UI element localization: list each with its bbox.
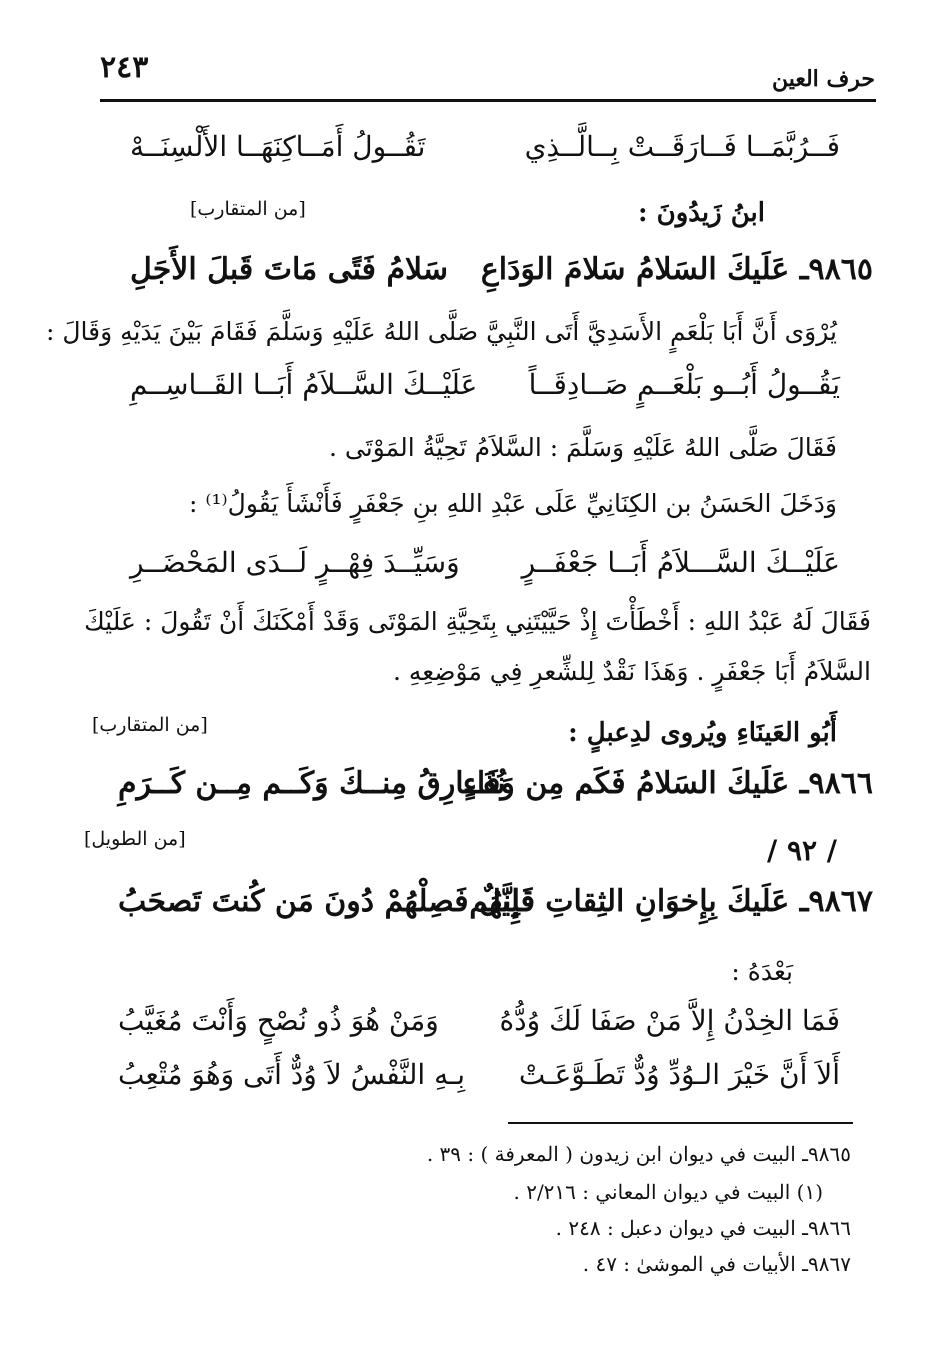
verse-hemistich-left: بِـهِ النَّفْسُ لاَ وُدٌّ أَتَى وَهُوَ مُتْعِبُ: [118, 1058, 466, 1091]
meter-label: [من المتقارب]: [92, 714, 208, 736]
prose-line: فَقَالَ لَهُ عَبْدُ اللهِ : أَخْطَأْتَ إِذْ حَيَّيْتَنِي بِتَحِيَّةِ المَوْتَى وَقَدْ أَمْكَنَكَ أَنْ تَقُولَ : عَلَيْكَ: [84, 607, 871, 636]
footnote-rule: [508, 1122, 853, 1124]
verse-line: [130, 130, 840, 170]
verse-hemistich-right: ٩٨٦٦ـ عَلَيكَ السَلامُ فَكَم مِن وَفَاءٍ: [462, 766, 873, 801]
meter-label: [من الطويل]: [84, 828, 186, 850]
manuscript-folio-ref: / ٩٢ /: [766, 834, 837, 867]
footnote: ٩٨٦٦ـ البيت في ديوان دعبل : ٢٤٨ .: [555, 1216, 851, 1240]
verse-hemistich-left: عَلَيْــكَ السَّــلاَمُ أَبَــا القَــاسِــمِ: [130, 368, 478, 401]
prose-line: السَّلاَمُ أَبَا جَعْفَرٍ . وَهَذَا نَقْدٌ لِلشِّعرِ فِي مَوْضِعِهِ .: [392, 657, 871, 686]
prose-line: فَقَالَ صَلَّى اللهُ عَلَيْهِ وَسَلَّمَ : السَّلاَمُ تَحِيَّةُ المَوْتَى .: [329, 433, 837, 462]
verse-hemistich-right: ٩٨٦٥ـ عَلَيكَ السَلامُ سَلامَ الوَدَاعِ: [480, 252, 873, 287]
footnote: ٩٨٦٥ـ البيت في ديوان ابن زيدون ( المعرفة ) : ٣٩ .: [426, 1142, 851, 1166]
verse-line: [118, 1058, 840, 1098]
verse-line: [130, 368, 840, 408]
verse-hemistich-left: قَلِيلٌ فَصِلْهُمْ دُونَ مَن كُنتَ تَصحَبُ: [118, 884, 536, 919]
verse-9865: [130, 252, 873, 296]
prose-line: بَعْدَهُ :: [731, 957, 793, 986]
footnote: ٩٨٦٧ـ الأبيات في الموشىٰ : ٤٧ .: [582, 1252, 851, 1276]
verse-hemistich-left: نُفَــارِقُ مِنــكَ وَكَــم مِــن كَــرَمِ: [118, 766, 506, 801]
verse-hemistich-left: وَمَنْ هُوَ ذُو نُصْحٍ وَأَنْتَ مُغَيَّبُ: [118, 1004, 439, 1037]
verse-hemistich-left: تَقُــولُ أَمَــاكِنَهَــا الأَلْسِنَــهْ: [130, 130, 426, 163]
verse-hemistich-right: فَــرُبَّمَــا فَــارَقَــتْ بِــالَّــذِي: [524, 130, 840, 163]
verse-hemistich-left: سَلامُ فَتًى مَاتَ قَبلَ الأَجَلِ: [130, 252, 449, 287]
verse-hemistich-right: عَلَيْــكَ السَّـــلاَمُ أَبَــا جَعْفَــرٍ: [521, 546, 840, 579]
verse-hemistich-right: يَقُــولُ أَبُــو بَلْعَــمٍ صَــادِقَــاً: [528, 368, 840, 401]
verse-9867: [118, 884, 873, 928]
poet-heading: أَبُو العَينَاءِ ويُروى لدِعبلٍ :: [568, 718, 837, 748]
verse-hemistich-left: وَسَيِّــدَ فِهْــرٍ لَــدَى المَحْضَــرِ: [130, 546, 460, 579]
running-title: حرف العين: [771, 66, 875, 92]
verse-hemistich-right: ٩٨٦٧ـ عَلَيكَ بِإِخوَانِ الثِقاتِ فَإِنَّهُم: [469, 884, 873, 919]
prose-line: يُرْوَى أَنَّ أَبَا بَلْعَمٍ الأَسَدِيَّ أَتَى النَّبِيَّ صَلَّى اللهُ عَلَيْهِ وَسَلَّمَ فَقَامَ بَيْنَ يَدَيْهِ وَقَالَ :: [46, 317, 837, 346]
poet-heading: ابنُ زَيدُونَ :: [637, 198, 765, 228]
verse-hemistich-right: فَمَا الخِدْنُ إِلاَّ مَنْ صَفَا لَكَ وُدُّهُ: [499, 1004, 840, 1037]
header-rule: [100, 99, 876, 102]
page-number: ٢٤٣: [100, 50, 149, 85]
meter-label: [من المتقارب]: [190, 198, 306, 220]
verse-line: [130, 546, 840, 586]
verse-line: [118, 1004, 840, 1044]
footnote: (١) البيت في ديوان المعاني : ٢/٢١٦ .: [513, 1180, 823, 1204]
verse-hemistich-right: أَلاَ أَنَّ خَيْرَ الـوُدِّ وُدٌّ تَطَـوَّعَـتْ: [518, 1058, 840, 1091]
verse-9866: [118, 766, 873, 810]
prose-line: وَدَخَلَ الحَسَنُ بن الكِنَانِيِّ عَلَى عَبْدِ اللهِ بنِ جَعْفَرٍ فَأَنْشَأَ يَقُولُ⁽¹⁾ :: [188, 489, 837, 518]
